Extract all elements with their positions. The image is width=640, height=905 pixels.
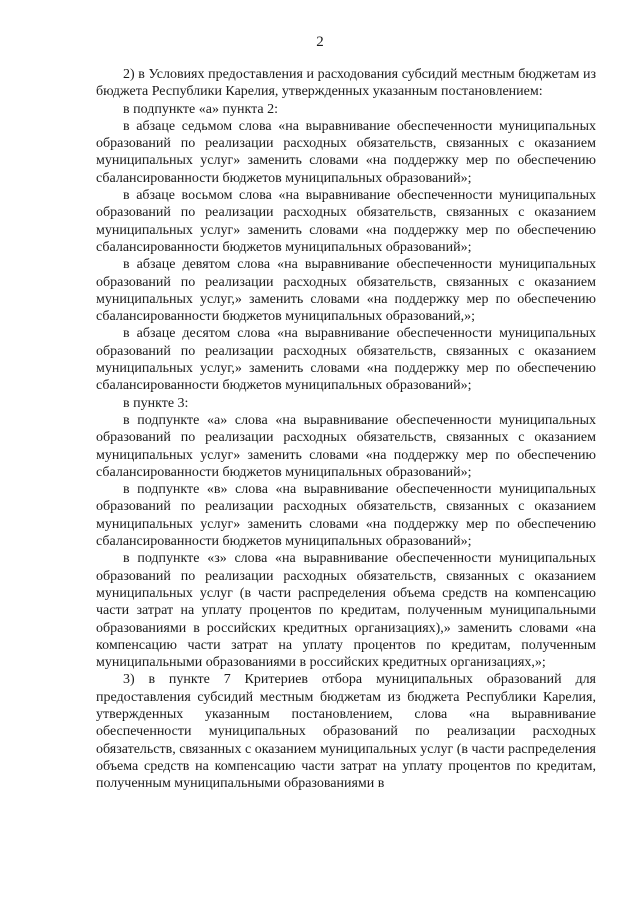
- paragraph-ninth-abzac: в абзаце девятом слова «на выравнивание обеспеченности муниципальных образований по реализации расходных обязательств, связанных с оказанием муниципальных услуг,» заменить словами «на поддержку мер по обеспечению сбалансированности бюджетов муниципальных образований,»;: [96, 257, 596, 325]
- paragraph-subpoint-z: в подпункте «з» слова «на выравнивание обеспеченности муниципальных образований по реализации расходных обязательств, связанных с оказанием муниципальных услуг (в части распределения объема средств на компенсацию части затрат на уплату процентов по кредитам, полученным муниципальными образованиями в российских кредитных организациях),» заменить словами «на компенсацию части затрат на уплату процентов по кредитам, полученным муниципальными образованиями в российских кредитных организациях,»;: [96, 551, 596, 671]
- paragraph-tenth-abzac: в абзаце десятом слова «на выравнивание обеспеченности муниципальных образований по реализации расходных обязательств, связанных с оказанием муниципальных услуг,» заменить словами «на поддержку мер по обеспечению сбалансированности бюджетов муниципальных образований»;: [96, 326, 596, 394]
- paragraph-point-3: в пункте 3:: [123, 395, 189, 411]
- paragraph-subpoint-v: в подпункте «в» слова «на выравнивание обеспеченности муниципальных образований по реализации расходных обязательств, связанных с оказанием муниципальных услуг» заменить словами «на поддержку мер по обеспечению сбалансированности бюджетов муниципальных образований»;: [96, 482, 596, 550]
- paragraph-item-3: 3) в пункте 7 Критериев отбора муниципальных образований для предоставления субсидий местным бюджетам из бюджета Республики Карелия, утвержденных указанным постановлением, слова «на выравнивание обеспеченности муниципальных образований по реализации расходных обязательств, связанных с оказанием муниципальных услуг (в части распределения объема средств на компенсацию части затрат на уплату процентов по кредитам, полученным муниципальными образованиями в: [96, 672, 596, 792]
- paragraph-subpoint-a: в подпункте «а» слова «на выравнивание обеспеченности муниципальных образований по реализации расходных обязательств, связанных с оказанием муниципальных услуг» заменить словами «на поддержку мер по обеспечению сбалансированности бюджетов муниципальных образований»;: [96, 412, 596, 480]
- paragraph-seventh-abzac: в абзаце седьмом слова «на выравнивание обеспеченности муниципальных образований по реализации расходных обязательств, связанных с оказанием муниципальных услуг» заменить словами «на поддержку мер по обеспечению сбалансированности бюджетов муниципальных образований»;: [96, 118, 596, 186]
- paragraph-eighth-abzac: в абзаце восьмом слова «на выравнивание обеспеченности муниципальных образований по реализации расходных обязательств, связанных с оказанием муниципальных услуг» заменить словами «на поддержку мер по обеспечению сбалансированности бюджетов муниципальных образований»;: [96, 188, 596, 255]
- document-body: [96, 66, 596, 792]
- page-number: 2: [316, 34, 324, 50]
- paragraph-item-2-intro: 2) в Условиях предоставления и расходования субсидий местным бюджетам из бюджета Республики Карелия, утвержденных указанным постановлением:: [96, 67, 596, 100]
- paragraph-subpoint-a-point-2: в подпункте «а» пункта 2:: [123, 101, 278, 117]
